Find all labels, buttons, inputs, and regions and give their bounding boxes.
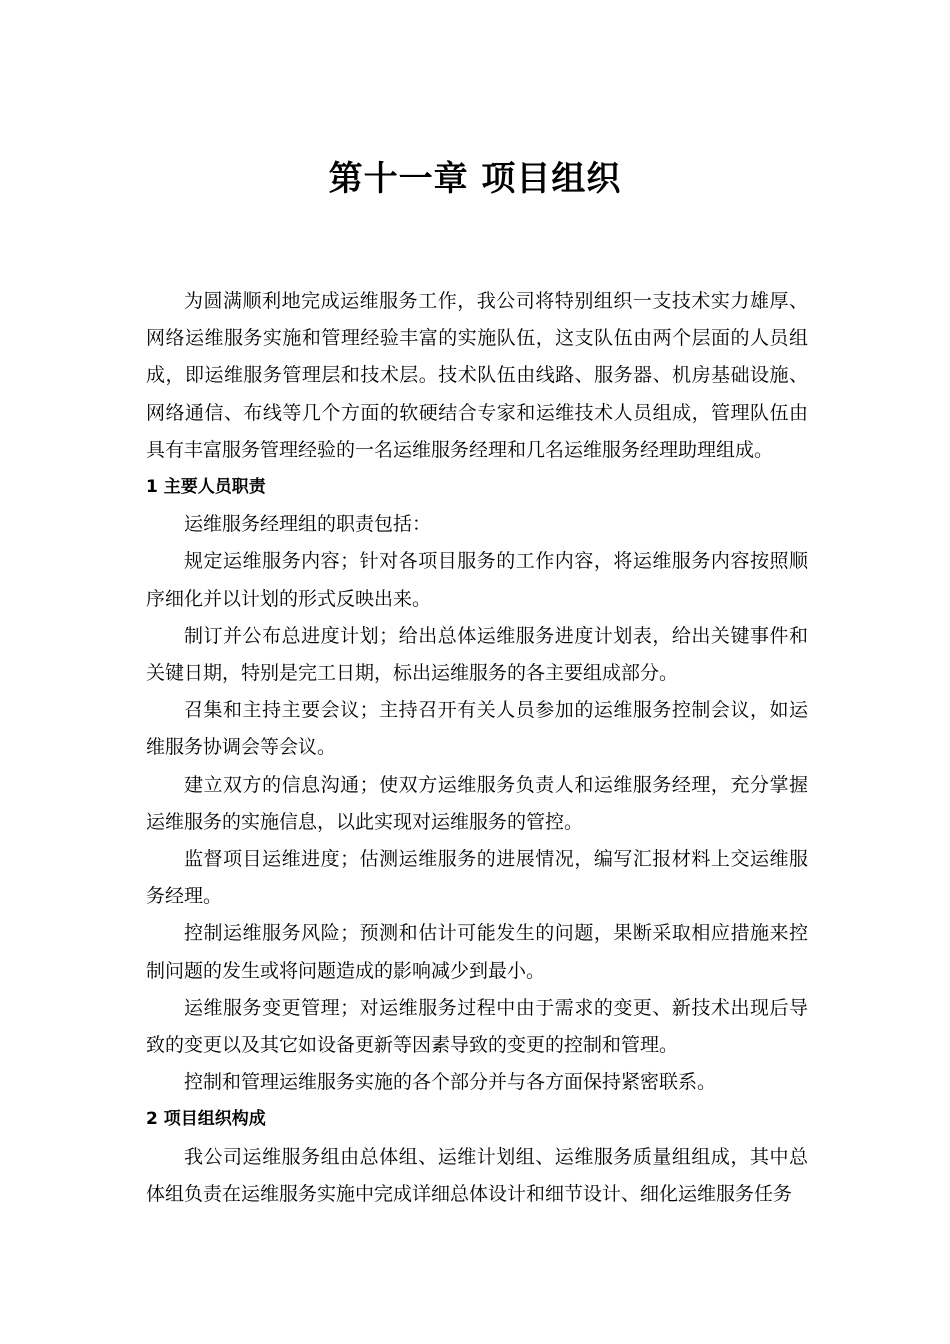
chapter-title: 第十一章 项目组织 [328, 159, 622, 199]
intro-paragraph: 为圆满顺利地完成运维服务工作，我公司将特别组织一支技术实力雄厚、网络运维服务实施和管理经验丰富的实施队伍，这支队伍由两个层面的人员组成，即运维服务管理层和技术层。技术队伍由线路、服务器、机房基础设施、网络通信、布线等几个方面的软硬结合专家和运维技术人员组成，管理队伍由具有丰富服务管理经验的一名运维服务经理和几名运维服务经理助理组成。 [146, 290, 808, 461]
paragraph: 控制和管理运维服务实施的各个部分并与各方面保持紧密联系。 [184, 1071, 717, 1094]
paragraph: 召集和主持主要会议；主持召开有关人员参加的运维服务控制会议，如运维服务协调会等会议。 [146, 699, 808, 759]
paragraph: 控制运维服务风险；预测和估计可能发生的问题，果断采取相应措施来控制问题的发生或将问题造成的影响减少到最小。 [146, 922, 808, 982]
paragraph: 监督项目运维进度；估测运维服务的进展情况，编写汇报材料上交运维服务经理。 [146, 848, 808, 908]
paragraph: 运维服务变更管理；对运维服务过程中由于需求的变更、新技术出现后导致的变更以及其它如设备更新等因素导致的变更的控制和管理。 [146, 996, 808, 1057]
paragraph: 建立双方的信息沟通；使双方运维服务负责人和运维服务经理，充分掌握运维服务的实施信息，以此实现对运维服务的管控。 [146, 773, 808, 833]
paragraph: 运维服务经理组的职责包括： [184, 513, 432, 536]
paragraph: 我公司运维服务组由总体组、运维计划组、运维服务质量组组成，其中总体组负责在运维服务实施中完成详细总体设计和细节设计、细化运维服务任务 [146, 1145, 808, 1205]
paragraph: 规定运维服务内容；针对各项目服务的工作内容，将运维服务内容按照顺序细化并以计划的形式反映出来。 [146, 550, 808, 610]
section-heading-organization: 2 项目组织构成 [146, 1109, 266, 1130]
paragraph: 制订并公布总进度计划；给出总体运维服务进度计划表，给出关键事件和关键日期，特别是完工日期，标出运维服务的各主要组成部分。 [146, 624, 808, 685]
section-heading-responsibilities: 1 主要人员职责 [146, 477, 266, 498]
document-body [146, 283, 808, 1213]
